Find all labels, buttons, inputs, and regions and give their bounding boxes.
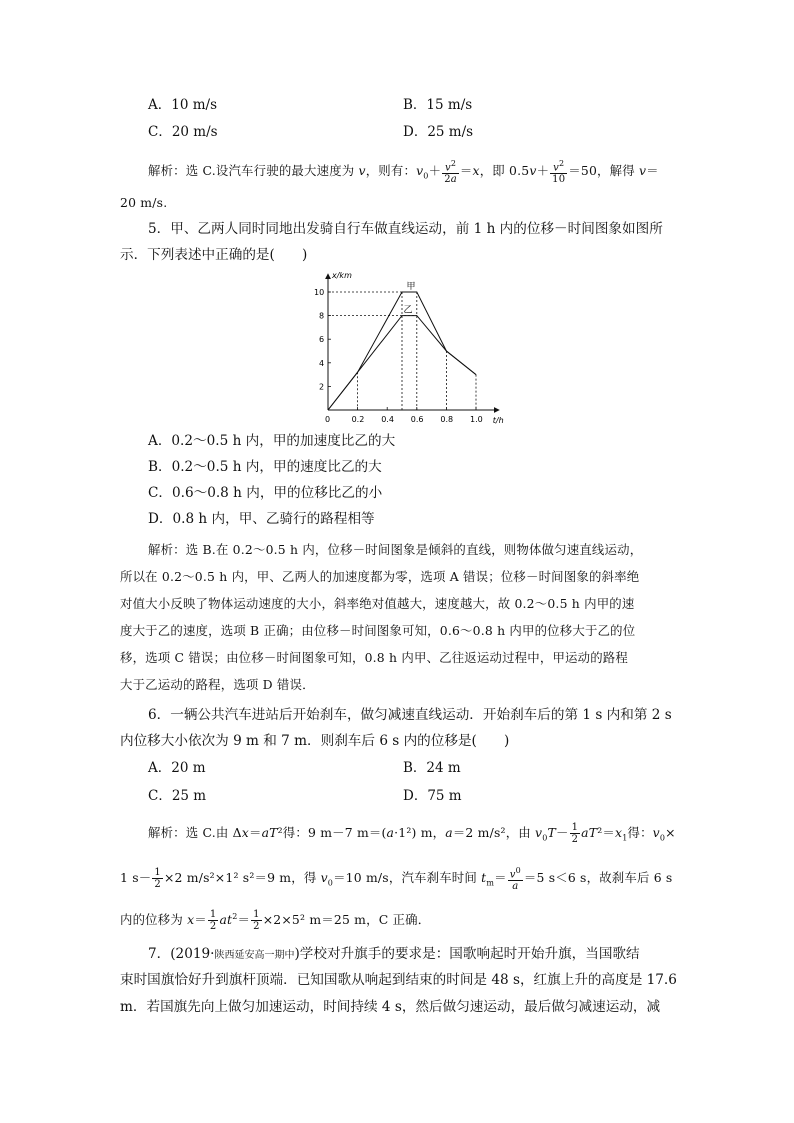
x-axis-label: t/h xyxy=(492,416,504,425)
q5-solution-line: 对值大小反映了物体运动速度的大小，斜率绝对值越大，速度越大，故 0.2～0.5 h 内甲的速 xyxy=(120,596,635,611)
q5-solution-line: 解析：选 B.在 0.2～0.5 h 内，位移－时间图象是倾斜的直线，则物体做匀速直线运动， xyxy=(148,542,643,557)
y-tick-label: 2 xyxy=(319,382,325,392)
q5-option-d: D．0.8 h 内，甲、乙骑行的路程相等 xyxy=(148,511,375,527)
q6-stem-line1: 6．一辆公共汽车进站后开始刹车，做匀减速直线运动．开始刹车后的第 1 s 内和第 2 s xyxy=(148,707,672,723)
q4-solution-line2: 20 m/s. xyxy=(120,195,168,210)
q6-solution-line2: 1 s－ $\frac{1}{2}$ ×2 m/s²×1² s²＝9 m，得 $v_0=10$ m/s，汽车刹车时间 $t_m=$ $\frac{v^0}{a}$ ＝5 s＜6 s，故刹车后 6 s xyxy=(120,866,673,893)
y-tick-label: 4 xyxy=(319,358,325,368)
q4-option-a: A．10 m/s xyxy=(148,97,217,113)
x-tick-label: 1.0 xyxy=(470,415,483,424)
y-tick-label: 10 xyxy=(314,288,325,297)
q5-stem-line1: 5．甲、乙两人同时同地出发骑自行车做直线运动，前 1 h 内的位移－时间图象如图所 xyxy=(148,221,663,237)
y-tick-label: 6 xyxy=(319,335,325,345)
q5-solution-line: 所以在 0.2～0.5 h 内，甲、乙两人的加速度都为零，选项 A 错误；位移－时间图象的斜率绝 xyxy=(120,569,640,584)
q5-solution-line: 移，选项 C 错误；由位移－时间图象可知，0.8 h 内甲、乙往返运动过程中，甲运动的路程 xyxy=(120,650,628,665)
series-label-yi: 乙 xyxy=(403,305,413,316)
position-time-chart xyxy=(300,265,525,430)
q4-option-d: D．25 m/s xyxy=(403,124,474,140)
x-tick-label: 0.2 xyxy=(351,415,365,424)
q6-stem-line2: 内位移大小依次为 9 m 和 7 m．则刹车后 6 s 内的位移是( ) xyxy=(120,733,510,749)
q5-stem-line2: 示．下列表述中正确的是( ) xyxy=(120,247,308,263)
q5-solution-line: 大于乙运动的路程，选项 D 错误． xyxy=(120,677,315,692)
q6-option-b: B．24 m xyxy=(403,760,461,776)
y-axis-label: x/km xyxy=(332,271,352,281)
q7-source: 陕西延安高一期中 xyxy=(214,950,295,961)
q7-stem-line2: 束时国旗恰好升到旗杆顶端．已知国歌从响起到结束的时间是 48 s，红旗上升的高度是 17.6 xyxy=(120,972,677,988)
series-label-jia: 甲 xyxy=(406,282,416,292)
q7-stem-line1: 7．(2019·陕西延安高一期中)学校对升旗手的要求是：国歌响起时开始升旗，当国歌结 xyxy=(148,946,640,962)
q5-option-c: C．0.6～0.8 h 内，甲的位移比乙的小 xyxy=(148,485,383,501)
q6-option-d: D．75 m xyxy=(403,788,462,804)
q7-stem-line3: m．若国旗先向上做匀加速运动，时间持续 4 s，然后做匀速运动，最后做匀减速运动，减 xyxy=(120,999,661,1015)
q5-option-b: B．0.2～0.5 h 内，甲的速度比乙的大 xyxy=(148,459,382,475)
y-tick-label: 8 xyxy=(319,311,325,321)
q6-option-a: A．20 m xyxy=(148,760,206,776)
x-tick-label: 0 xyxy=(325,415,331,424)
q5-option-a: A．0.2～0.5 h 内，甲的加速度比乙的大 xyxy=(148,433,396,449)
x-tick-label: 0.8 xyxy=(440,415,454,424)
q4-option-c: C．20 m/s xyxy=(148,124,218,140)
q4-solution-line1: 解析：选 C.设汽车行驶的最大速度为 v，则有：$v_0+$ $\frac{v^2}{2a}$ ＝x，即 0.5v＋ $\frac{v^2}{10}$ ＝50，解得 v＝ xyxy=(148,159,659,186)
x-tick-label: 0.6 xyxy=(410,415,424,424)
x-tick-label: 0.4 xyxy=(381,415,394,424)
q6-solution-line3: 内的位移为 x＝ $\frac{1}{2}$ $at^2=$ $\frac{1}{2}$ ×2×5² m＝25 m，C 正确． xyxy=(120,909,431,933)
q4-option-b: B．15 m/s xyxy=(403,97,473,113)
q6-solution-line1: 解析：选 C.由 Δx＝aT²得：9 m－7 m＝(a·1²) m，a＝2 m/s²，由 $v_0T-$ $\frac{1}{2}$ $aT^2=x_1$得：$v_0\times$ xyxy=(148,822,676,845)
q6-option-c: C．25 m xyxy=(148,788,207,804)
q5-solution-line: 度大于乙的速度，选项 B 正确；由位移－时间图象可知，0.6～0.8 h 内甲的位移大于乙的位 xyxy=(120,623,636,638)
